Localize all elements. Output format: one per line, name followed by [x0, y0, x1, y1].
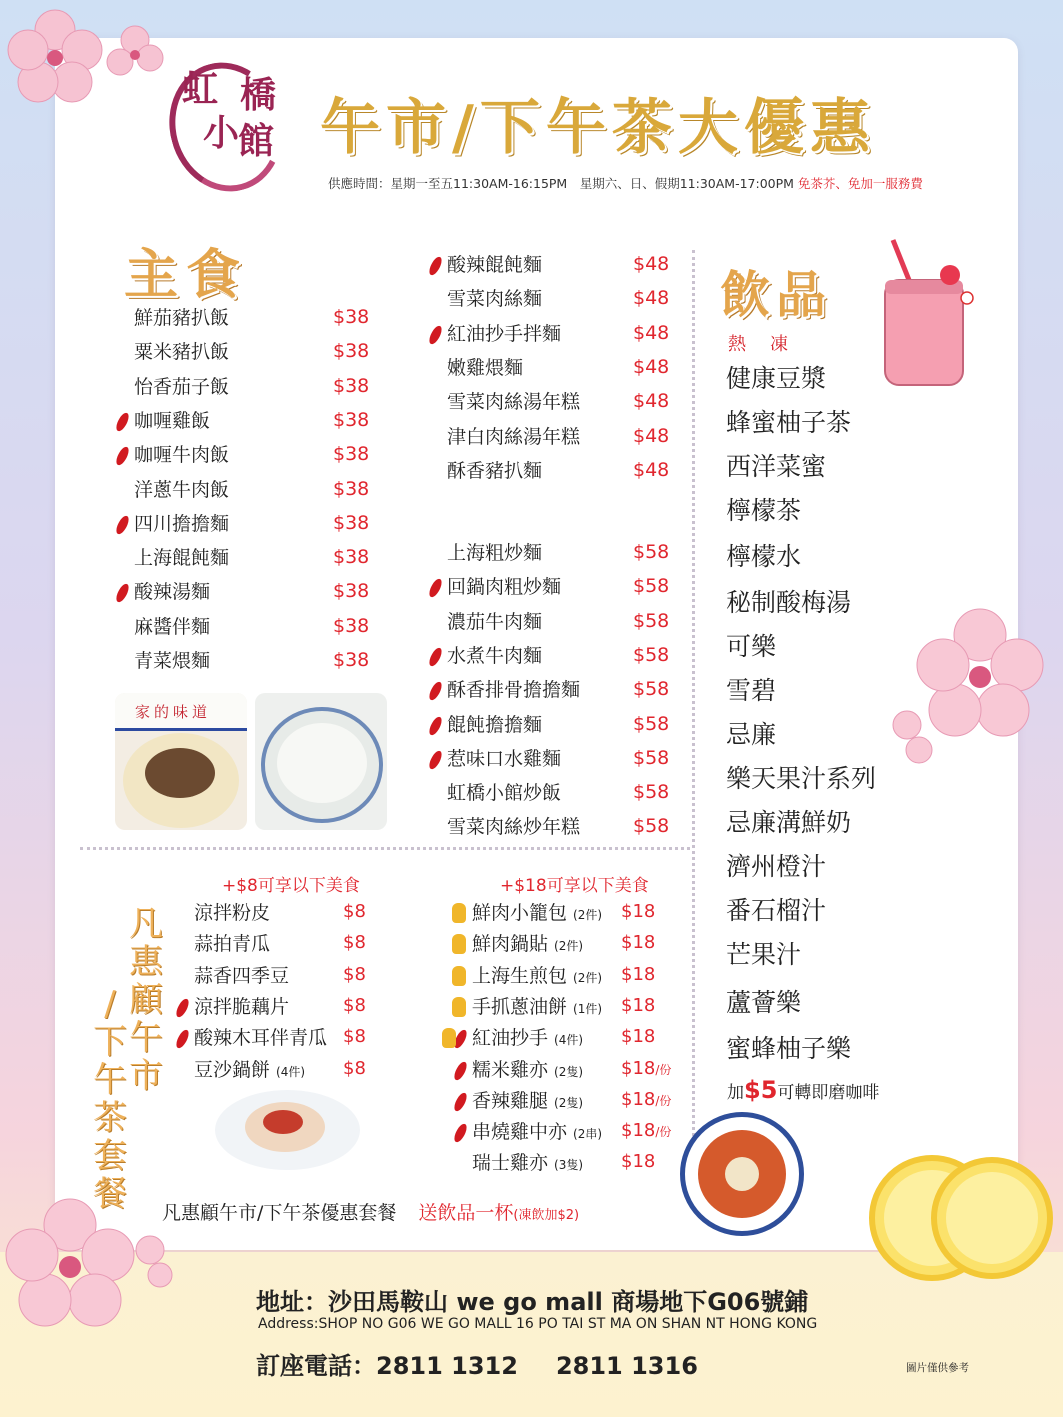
price-value: $38: [333, 649, 370, 671]
photo-disclaimer: 圖片僅供參考: [906, 1362, 969, 1374]
menu-item-price: [633, 459, 669, 481]
menu-item-price: [343, 1058, 366, 1079]
menu-item-price: [633, 678, 669, 700]
drink-item: 番石榴汁: [726, 896, 827, 925]
menu-item-price: [333, 409, 369, 431]
item-name-text: 麻醬伴麵: [134, 615, 211, 638]
menu-item-name: [472, 996, 602, 1020]
vertical-title-char: 下: [93, 1022, 127, 1062]
item-quantity: (2串): [573, 1127, 603, 1142]
item-name-text: 鮮肉鍋貼: [472, 933, 549, 956]
menu-item-name: [134, 410, 210, 432]
item-name-text: 上海餛飩麵: [134, 547, 230, 570]
thumbs-up-icon: [452, 997, 466, 1017]
menu-item-name: [447, 391, 580, 413]
price-value: $48: [633, 253, 670, 275]
price-value: $8: [343, 1026, 366, 1048]
price-value: $18: [621, 1151, 656, 1173]
item-name-text: 瑞士雞亦: [472, 1152, 549, 1175]
price-value: $58: [633, 541, 670, 563]
free-drink-note: 送飲品一杯: [418, 1202, 514, 1224]
strawberry-drink-illustration: [875, 235, 980, 395]
food-photo-wonton: [255, 693, 387, 830]
item-name-text: 水煮牛肉麵: [447, 644, 543, 667]
price-value: $18: [621, 1057, 656, 1079]
service-hours: [328, 174, 923, 192]
drink-item: 芒果汁: [726, 940, 802, 969]
restaurant-logo: [180, 70, 280, 190]
menu-item-price: [333, 512, 369, 534]
price-value: $58: [633, 781, 670, 804]
item-name-text: 津白肉絲湯年糕: [447, 425, 581, 448]
menu-item-name: [194, 902, 270, 924]
thumbs-up-icon: [442, 1028, 456, 1048]
vertical-title-char: 午: [129, 1018, 163, 1058]
item-name-text: 上海粗炒麵: [447, 542, 543, 564]
menu-item-name: [134, 341, 229, 363]
item-name-text: 酸辣湯麵: [134, 581, 211, 604]
addon-18-title: +$18可享以下美食: [500, 876, 649, 896]
vertical-title-char: /: [104, 984, 116, 1024]
item-name-text: 糯米雞亦: [472, 1058, 549, 1081]
item-quantity: (2隻): [554, 1064, 584, 1079]
price-value: $58: [633, 746, 670, 769]
address-english: Address:SHOP NO G06 WE GO MALL 16 PO TAI ST MA ON SHAN NT HONG KONG: [258, 1316, 818, 1332]
item-name-text: 串燒雞中亦: [472, 1121, 568, 1144]
price-unit: /份: [655, 1062, 672, 1077]
menu-item-name: [447, 357, 523, 379]
coffee-price: $5: [744, 1076, 778, 1104]
drink-item: 樂天果汁系列: [726, 764, 877, 793]
menu-item-price: [343, 1026, 366, 1047]
menu-item-price: [621, 964, 655, 985]
price-value: $38: [333, 374, 370, 397]
drink-item: 西洋菜蜜: [726, 452, 827, 481]
item-quantity: (2件): [554, 939, 584, 954]
blossom-decoration-right: [885, 605, 1063, 770]
menu-item-name: [194, 933, 270, 955]
drink-item: 雪碧: [726, 676, 777, 705]
price-value: $8: [343, 963, 366, 985]
menu-item-price: [633, 644, 669, 666]
item-quantity: (2件): [573, 908, 603, 922]
menu-item-price: [633, 575, 669, 597]
item-name-text: 酥香豬扒麵: [447, 459, 543, 482]
drink-item: 可樂: [726, 632, 777, 661]
menu-item-name: [447, 254, 542, 276]
menu-item-price: [633, 425, 669, 447]
menu-item-price: [621, 932, 655, 953]
menu-item-name: [134, 547, 229, 569]
price-value: $58: [633, 815, 670, 838]
item-name-text: 惹味口水雞麵: [447, 747, 562, 770]
item-quantity: (1件): [573, 1001, 603, 1016]
item-name-text: 咖喱雞飯: [134, 409, 211, 432]
menu-item-price: [633, 610, 669, 632]
item-name-text: 酥香排骨擔擔麵: [447, 679, 581, 702]
price-value: $58: [633, 643, 670, 666]
menu-item-name: [194, 996, 289, 1018]
vertical-title-char: 凡: [129, 904, 163, 944]
menu-item-name: [447, 714, 542, 736]
menu-item-name: [472, 1090, 583, 1114]
menu-item-name: [472, 1152, 583, 1176]
menu-item-name: [194, 1059, 305, 1083]
menu-item-name: [447, 748, 561, 770]
logo-char: 虹: [182, 68, 219, 110]
menu-item-price: [621, 995, 655, 1016]
item-name-text: 香辣雞腿: [472, 1089, 549, 1112]
item-name-text: 嫩雞煨麵: [447, 356, 524, 379]
menu-item-price: [333, 306, 369, 328]
menu-item-price: [633, 390, 669, 412]
price-value: $8: [343, 901, 366, 922]
menu-item-price: [633, 747, 669, 769]
price-value: $48: [633, 390, 670, 413]
price-value: $18: [621, 963, 656, 985]
cold-label: 凍: [770, 334, 790, 355]
menu-item-price: [333, 375, 369, 397]
drink-item: 檸檬水: [726, 542, 802, 571]
menu-item-name: [472, 1027, 583, 1051]
page-title: 午市/下午茶大優惠: [320, 93, 876, 163]
menu-item-name: [447, 679, 580, 701]
food-photo-soup: [680, 1112, 804, 1236]
price-value: $8: [343, 932, 366, 954]
price-value: $48: [633, 424, 670, 447]
price-value: $8: [343, 994, 366, 1016]
menu-item-name: [447, 816, 580, 838]
item-name-text: 蒜拍青瓜: [194, 933, 271, 956]
logo-char: 小: [202, 112, 239, 154]
drinks-title: 飲品: [720, 265, 832, 324]
item-name-text: 雪菜肉絲麵: [447, 288, 543, 311]
item-name-text: 酸辣木耳伴青瓜: [194, 1027, 328, 1050]
price-unit: /份: [655, 1093, 672, 1108]
menu-item-name: [134, 616, 210, 638]
set-meal-note: 凡惠顧午市/下午茶優惠套餐 送飲品一杯(凍飲加$2): [162, 1202, 580, 1224]
menu-item-price: [343, 995, 366, 1016]
item-name-text: 紅油抄手拌麵: [447, 322, 562, 345]
menu-item-name: [134, 376, 229, 398]
menu-item-price: [621, 1151, 655, 1172]
menu-item-name: [472, 933, 583, 957]
price-value: $58: [633, 575, 670, 598]
photo-caption: 家的味道: [135, 703, 212, 721]
menu-item-price: [633, 541, 669, 563]
drink-item: 蜂蜜柚子茶: [726, 408, 852, 437]
menu-item-price: [333, 580, 369, 602]
price-value: $18: [621, 1026, 656, 1048]
price-value: $38: [333, 408, 370, 431]
price-value: $38: [333, 580, 370, 603]
drink-item: 蜜蜂柚子樂: [726, 1034, 852, 1063]
lemon-slices-decoration: [862, 1148, 1062, 1298]
item-name-text: 紅油抄手: [472, 1027, 549, 1050]
price-value: $48: [633, 321, 670, 344]
item-name-text: 雪菜肉絲湯年糕: [447, 391, 581, 414]
section-divider: [80, 847, 690, 850]
thumbs-up-icon: [452, 966, 466, 986]
vertical-title-char: 午: [93, 1060, 127, 1100]
menu-item-price: [633, 781, 669, 803]
menu-item-name: [194, 1027, 327, 1049]
drink-item: 秘制酸梅湯: [726, 588, 852, 617]
price-value: $48: [633, 355, 670, 378]
item-name-text: 上海生煎包: [472, 964, 568, 987]
set-meal-vertical-title-2: [90, 985, 130, 1213]
item-name-text: 餛飩擔擔麵: [447, 713, 543, 736]
coffee-upgrade: 加$5可轉即磨咖啡: [727, 1076, 880, 1104]
drink-item: 忌廉溝鮮奶: [726, 808, 852, 837]
item-quantity: (4件): [554, 1033, 584, 1048]
addon-8-title: +$8可享以下美食: [222, 876, 360, 896]
item-quantity: (3隻): [554, 1158, 584, 1173]
item-name-text: 鮮茄豬扒飯: [134, 307, 230, 329]
menu-item-name: [447, 426, 580, 448]
menu-item-price: [333, 478, 369, 500]
menu-item-price: [621, 1026, 655, 1047]
menu-item-price: [621, 901, 655, 922]
menu-item-name: [134, 307, 229, 329]
menu-item-name: [134, 513, 229, 535]
address: 地址：沙田馬鞍山 we go mall 商場地下G06號鋪: [256, 1288, 809, 1316]
menu-item-name: [472, 1121, 602, 1145]
item-name-text: 咖喱牛肉飯: [134, 444, 230, 467]
item-name-text: 涼拌脆藕片: [194, 995, 290, 1018]
vertical-title-char: 餐: [93, 1174, 127, 1214]
price-value: $8: [343, 1057, 366, 1079]
item-name-text: 怡香茄子飯: [134, 375, 230, 398]
vertical-title-char: 顧: [129, 980, 163, 1020]
menu-item-name: [134, 650, 210, 672]
price-value: $58: [633, 678, 670, 701]
menu-item-price: [621, 1089, 671, 1110]
price-value: $18: [621, 1120, 656, 1142]
price-value: $18: [621, 1088, 656, 1110]
item-name-text: 虹橋小館炒飯: [447, 782, 562, 805]
menu-item-price: [333, 546, 369, 568]
price-value: $38: [333, 306, 370, 328]
price-value: $38: [333, 443, 370, 466]
menu-item-price: [633, 287, 669, 309]
thumbs-up-icon: [452, 934, 466, 954]
thumbs-up-icon: [452, 903, 466, 923]
hours-text: 供應時間：星期一至五11:30AM-16:15PM 星期六、日、假期11:30AM-17:00PM: [328, 176, 794, 191]
item-name-text: 濃茄牛肉麵: [447, 610, 543, 633]
item-name-text: 青菜煨麵: [134, 650, 211, 672]
item-name-text: 涼拌粉皮: [194, 902, 271, 924]
menu-item-price: [343, 901, 366, 922]
phone-numbers: [256, 1346, 698, 1381]
item-name-text: 洋蔥牛肉飯: [134, 478, 230, 501]
menu-item-name: [134, 444, 229, 466]
price-unit: /份: [655, 1125, 672, 1140]
food-photo-cucumber: [215, 1090, 360, 1170]
menu-item-price: [333, 649, 369, 671]
menu-item-name: [134, 581, 210, 603]
item-quantity: (4件): [276, 1064, 306, 1079]
drink-item: 檸檬茶: [726, 496, 802, 525]
vertical-title-char: 套: [93, 1136, 127, 1176]
menu-item-price: [633, 713, 669, 735]
item-name-text: 鮮肉小籠包: [472, 902, 568, 924]
blossom-decoration-top-left: [0, 0, 170, 150]
menu-item-name: [472, 902, 602, 926]
menu-item-name: [447, 782, 561, 804]
item-name-text: 粟米豬扒飯: [134, 341, 230, 364]
menu-item-name: [447, 288, 542, 310]
item-name-text: 豆沙鍋餅: [194, 1058, 271, 1081]
set-meal-vertical-title-1: [126, 905, 166, 1095]
service-note: 免茶芥、免加一服務費: [797, 176, 923, 191]
logo-char: 橋: [239, 74, 276, 116]
phone-2[interactable]: 2811 1316: [555, 1352, 698, 1380]
menu-item-price: [633, 322, 669, 344]
drink-item: 健康豆漿: [726, 364, 827, 393]
price-value: $38: [333, 511, 370, 534]
menu-item-name: [447, 323, 561, 345]
menu-item-name: [447, 460, 542, 482]
menu-item-price: [333, 443, 369, 465]
menu-item-name: [472, 965, 602, 989]
menu-item-name: [447, 611, 542, 633]
main-dishes-title: 主食: [124, 242, 248, 306]
menu-item-price: [333, 615, 369, 637]
price-value: $48: [633, 458, 670, 481]
item-quantity: (2隻): [554, 1095, 584, 1110]
price-value: $38: [333, 477, 370, 500]
food-photo-noodles: [115, 693, 247, 830]
menu-item-price: [633, 356, 669, 378]
price-value: $18: [621, 901, 656, 922]
drink-item: 忌廉: [726, 720, 777, 749]
item-name-text: 雪菜肉絲炒年糕: [447, 816, 581, 839]
menu-item-price: [333, 340, 369, 362]
item-name-text: 手抓蔥油餅: [472, 995, 568, 1018]
blossom-decoration-bottom-left: [0, 1195, 180, 1385]
vertical-title-char: 惠: [129, 942, 163, 982]
phone-1[interactable]: 訂座電話：2811 1312: [256, 1352, 518, 1380]
menu-item-name: [134, 479, 229, 501]
menu-item-price: [633, 815, 669, 837]
price-value: $38: [333, 340, 370, 363]
drink-item: 濟州橙汁: [726, 852, 827, 881]
item-name-text: 酸辣餛飩麵: [447, 254, 543, 276]
price-value: $38: [333, 614, 370, 637]
menu-item-name: [472, 1059, 583, 1083]
menu-item-price: [621, 1058, 671, 1079]
menu-item-price: [343, 964, 366, 985]
logo-char: 館: [237, 120, 274, 162]
hot-cold-label: [728, 330, 790, 356]
menu-item-price: [621, 1120, 671, 1141]
vertical-title-char: 市: [129, 1056, 163, 1096]
vertical-title-char: 茶: [93, 1098, 127, 1138]
menu-item-name: [194, 965, 289, 987]
menu-item-name: [447, 645, 542, 667]
menu-item-price: [633, 253, 669, 275]
hot-label: 熱: [728, 334, 748, 355]
price-value: $58: [633, 609, 670, 632]
price-value: $48: [633, 287, 670, 310]
drink-item: 蘆薈樂: [726, 988, 802, 1017]
column-divider: [692, 250, 695, 1190]
price-value: $38: [333, 546, 370, 569]
price-value: $58: [633, 712, 670, 735]
menu-item-name: [447, 542, 542, 564]
price-value: $18: [621, 932, 656, 954]
menu-item-name: [447, 576, 561, 598]
item-name-text: 回鍋肉粗炒麵: [447, 576, 562, 599]
item-name-text: 四川擔擔麵: [134, 512, 230, 535]
price-value: $18: [621, 994, 656, 1016]
menu-item-price: [343, 932, 366, 953]
item-quantity: (2件): [573, 970, 603, 985]
item-name-text: 蒜香四季豆: [194, 964, 290, 987]
